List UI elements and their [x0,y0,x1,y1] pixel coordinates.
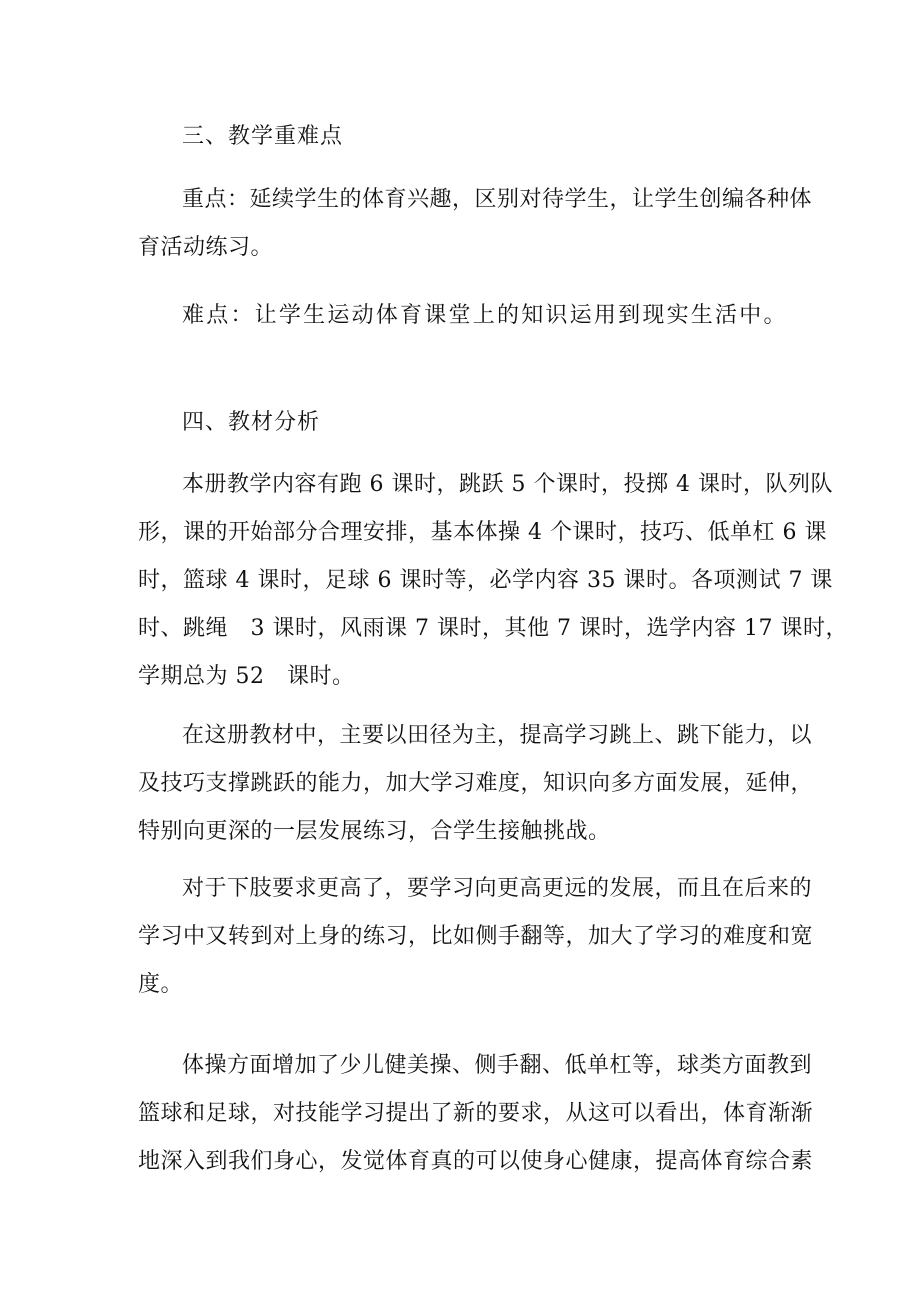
text-line: 重点：延续学生的体育兴趣，区别对待学生，让学生创编各种体 [182,187,813,212]
text-line: 篮球和足球，对技能学习提出了新的要求，从这可以看出，体育渐渐 [138,1101,814,1126]
text-line: 地深入到我们身心，发觉体育真的可以使身心健康，提高体育综合素 [138,1149,814,1174]
text-line: 学期总为 52 课时。 [138,664,355,689]
section-heading-difficulties: 三、教学重难点 [182,124,344,149]
text-line: 及技巧支撑跳跃的能力，加大学习难度，知识向多方面发展，延伸， [138,771,814,796]
paragraph-track-and-field [138,712,814,856]
text-line: 对于下肢要求更高了，要学习向更高更远的发展，而且在后来的 [182,876,813,901]
text-line: 时，篮球 4 课时，足球 6 课时等，必学内容 35 课时。各项测试 7 课 [138,568,833,593]
paragraph-lower-limbs [138,865,814,1009]
text-line: 体操方面增加了少儿健美操、侧手翻、低单杠等，球类方面教到 [182,1053,813,1078]
section-heading-material-analysis: 四、教材分析 [182,410,321,435]
text-line: 形，课的开始部分合理安排，基本体操 4 个课时，技巧、低单杠 6 课 [138,520,827,545]
text-line: 难点：让学生运动体育课堂上的知识运用到现实生活中。 [182,303,786,328]
text-line: 时、跳绳 3 课时，风雨课 7 课时，其他 7 课时，选学内容 17 课时， [138,616,848,641]
text-line: 本册教学内容有跑 6 课时，跳跃 5 个课时，投掷 4 课时，队列队 [182,472,833,497]
text-line: 特别向更深的一层发展练习，合学生接触挑战。 [138,819,611,844]
paragraph-content-hours [138,461,848,701]
paragraph-gymnastics-ball-games [138,1042,814,1186]
text-line: 度。 [138,972,184,997]
paragraph-key-points [138,176,813,272]
text-line: 学习中又转到对上身的练习，比如侧手翻等，加大了学习的难度和宽 [138,924,814,949]
text-line: 在这册教材中，主要以田径为主，提高学习跳上、跳下能力，以 [182,723,813,748]
paragraph-difficult-points [138,292,786,340]
text-line: 育活动练习。 [138,235,274,260]
